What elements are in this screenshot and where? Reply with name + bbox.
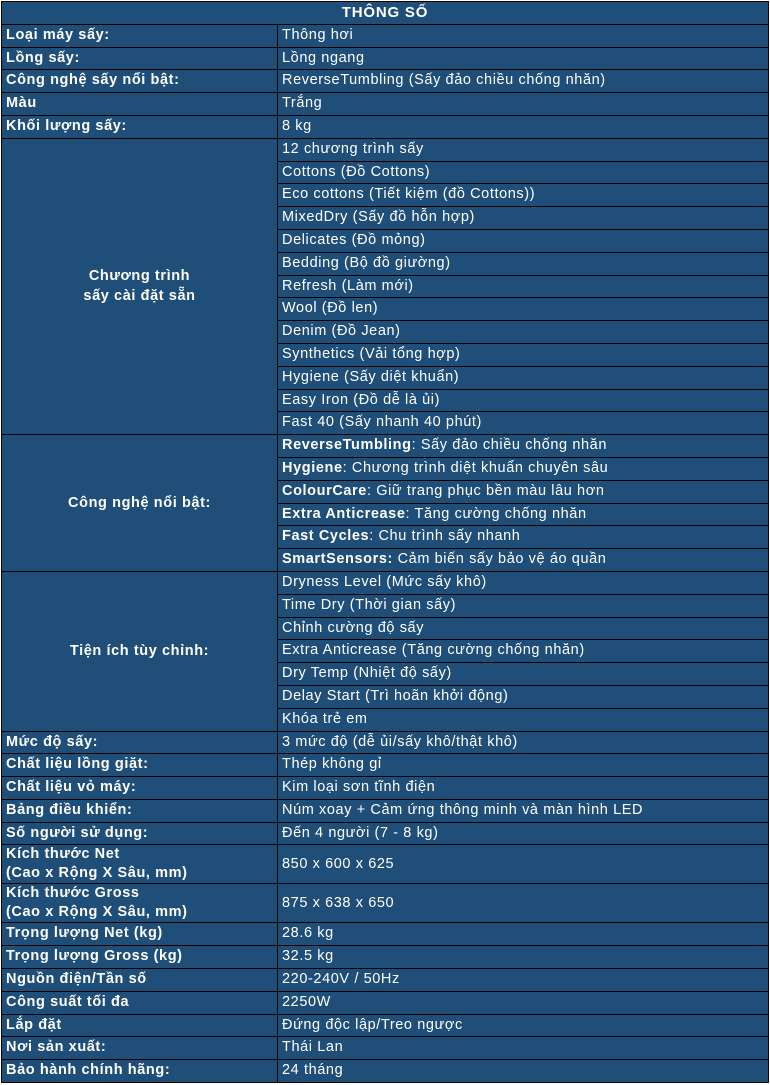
technology-item [278, 526, 769, 549]
utility-item: Time Dry (Thời gian sấy) [278, 594, 769, 617]
technology-desc: : Giữ trang phục bền màu lâu hơn [366, 482, 605, 499]
table-row [2, 571, 769, 594]
spec-value: 3 mức độ (dễ ủi/sấy khô/thật khô) [278, 731, 769, 754]
table-row [2, 138, 769, 161]
table-row [2, 93, 769, 116]
table-row [2, 969, 769, 992]
spec-label: Công nghệ sấy nổi bật: [2, 70, 278, 93]
technology-desc: : Tăng cường chống nhăn [405, 505, 587, 522]
technology-item [278, 457, 769, 480]
technology-desc: Cảm biến sấy bảo vệ áo quần [392, 551, 607, 568]
spec-value: Đứng độc lập/Treo ngược [278, 1014, 769, 1037]
technology-name: ReverseTumbling [282, 437, 412, 454]
spec-value: Núm xoay + Cảm ứng thông minh và màn hình LED [278, 799, 769, 822]
utility-item: Delay Start (Trì hoãn khởi động) [278, 685, 769, 708]
spec-label: Nơi sản xuất: [2, 1037, 278, 1060]
spec-value: Thông hơi [278, 24, 769, 47]
program-item: Denim (Đồ Jean) [278, 321, 769, 344]
spec-label: Lắp đặt [2, 1014, 278, 1037]
table-row [2, 777, 769, 800]
spec-label: Nguồn điện/Tần số [2, 969, 278, 992]
spec-value: 8 kg [278, 115, 769, 138]
dimension-value: 850 x 600 x 625 [278, 845, 769, 884]
technology-name: ColourCare [282, 482, 367, 499]
program-item: Bedding (Bộ đồ giường) [278, 252, 769, 275]
dimension-label-line2: (Cao x Rộng X Sâu, mm) [6, 904, 188, 921]
dimension-value: 875 x 638 x 650 [278, 884, 769, 923]
utility-item: Dryness Level (Mức sấy khô) [278, 571, 769, 594]
program-item: Fast 40 (Sấy nhanh 40 phút) [278, 412, 769, 435]
spec-value: Thái Lan [278, 1037, 769, 1060]
technology-item [278, 435, 769, 458]
spec-value: ReverseTumbling (Sấy đảo chiều chống nhăn) [278, 70, 769, 93]
spec-value: 32.5 kg [278, 946, 769, 969]
spec-label: Màu [2, 93, 278, 116]
spec-value: 28.6 kg [278, 923, 769, 946]
program-item: Eco cottons (Tiết kiệm (đồ Cottons)) [278, 184, 769, 207]
technology-item [278, 549, 769, 572]
technology-name: Extra Anticrease [282, 505, 406, 522]
table-row [2, 1014, 769, 1037]
spec-label: Khối lượng sấy: [2, 115, 278, 138]
technology-name: Hygiene [282, 459, 343, 476]
program-item: 12 chương trình sấy [278, 138, 769, 161]
spec-label: Chất liệu vỏ máy: [2, 777, 278, 800]
spec-value: 220-240V / 50Hz [278, 969, 769, 992]
table-row [2, 24, 769, 47]
utilities-label: Tiện ích tùy chỉnh: [2, 571, 278, 731]
program-item: MixedDry (Sấy đồ hỗn hợp) [278, 207, 769, 230]
table-row [2, 991, 769, 1014]
utility-item: Extra Anticrease (Tăng cường chống nhăn) [278, 640, 769, 663]
spec-label: Trọng lượng Net (kg) [2, 923, 278, 946]
spec-label: Bảo hành chính hãng: [2, 1060, 278, 1083]
dimension-label-line1: Kích thước Net [6, 846, 120, 863]
spec-value: 24 tháng [278, 1060, 769, 1083]
dimension-label [2, 884, 278, 923]
technology-item [278, 503, 769, 526]
technology-name: SmartSensors: [282, 551, 393, 568]
utility-item: Dry Temp (Nhiệt độ sấy) [278, 663, 769, 686]
program-item: Delicates (Đồ mỏng) [278, 229, 769, 252]
dimension-label-line2: (Cao x Rộng X Sâu, mm) [6, 865, 188, 882]
spec-value: Kim loại sơn tĩnh điện [278, 777, 769, 800]
spec-label: Lồng sấy: [2, 47, 278, 70]
table-row [2, 1037, 769, 1060]
program-item: Hygiene (Sấy diệt khuẩn) [278, 366, 769, 389]
program-item: Synthetics (Vải tổng hợp) [278, 343, 769, 366]
table-title: THÔNG SỐ [2, 2, 769, 25]
program-item: Refresh (Làm mới) [278, 275, 769, 298]
table-row [2, 799, 769, 822]
spec-value: 2250W [278, 991, 769, 1014]
utility-item: Chỉnh cường độ sấy [278, 617, 769, 640]
table-row [2, 845, 769, 884]
utility-item: Khóa trẻ em [278, 708, 769, 731]
table-row [2, 435, 769, 458]
table-row [2, 923, 769, 946]
table-row [2, 946, 769, 969]
spec-label: Bảng điều khiển: [2, 799, 278, 822]
table-row [2, 1060, 769, 1083]
table-row [2, 822, 769, 845]
spec-value: Đến 4 người (7 - 8 kg) [278, 822, 769, 845]
title-row [2, 2, 769, 25]
technology-name: Fast Cycles [282, 528, 370, 545]
table-row [2, 47, 769, 70]
table-row [2, 70, 769, 93]
table-row [2, 115, 769, 138]
program-item: Cottons (Đồ Cottons) [278, 161, 769, 184]
dimension-label [2, 845, 278, 884]
spec-label: Trọng lượng Gross (kg) [2, 946, 278, 969]
spec-label: Loại máy sấy: [2, 24, 278, 47]
spec-label: Số người sử dụng: [2, 822, 278, 845]
technology-label: Công nghệ nổi bật: [2, 435, 278, 572]
spec-value: Thép không gỉ [278, 754, 769, 777]
programs-label-line1: Chương trình [88, 268, 191, 285]
technology-desc: : Chu trình sấy nhanh [369, 528, 521, 545]
spec-label: Mức độ sấy: [2, 731, 278, 754]
table-row [2, 884, 769, 923]
table-row [2, 731, 769, 754]
spec-table [1, 1, 769, 1083]
programs-label-line2: sấy cài đặt sẵn [83, 288, 196, 305]
technology-desc: : Sấy đảo chiều chống nhăn [411, 437, 607, 454]
program-item: Wool (Đồ len) [278, 298, 769, 321]
spec-label: Công suất tối đa [2, 991, 278, 1014]
spec-label: Chất liệu lồng giặt: [2, 754, 278, 777]
technology-desc: : Chương trình diệt khuẩn chuyên sâu [342, 459, 609, 476]
spec-value: Trắng [278, 93, 769, 116]
spec-value: Lồng ngang [278, 47, 769, 70]
technology-item [278, 480, 769, 503]
dimension-label-line1: Kích thước Gross [6, 885, 140, 902]
programs-label [2, 138, 278, 434]
program-item: Easy Iron (Đồ dễ là ủi) [278, 389, 769, 412]
table-row [2, 754, 769, 777]
